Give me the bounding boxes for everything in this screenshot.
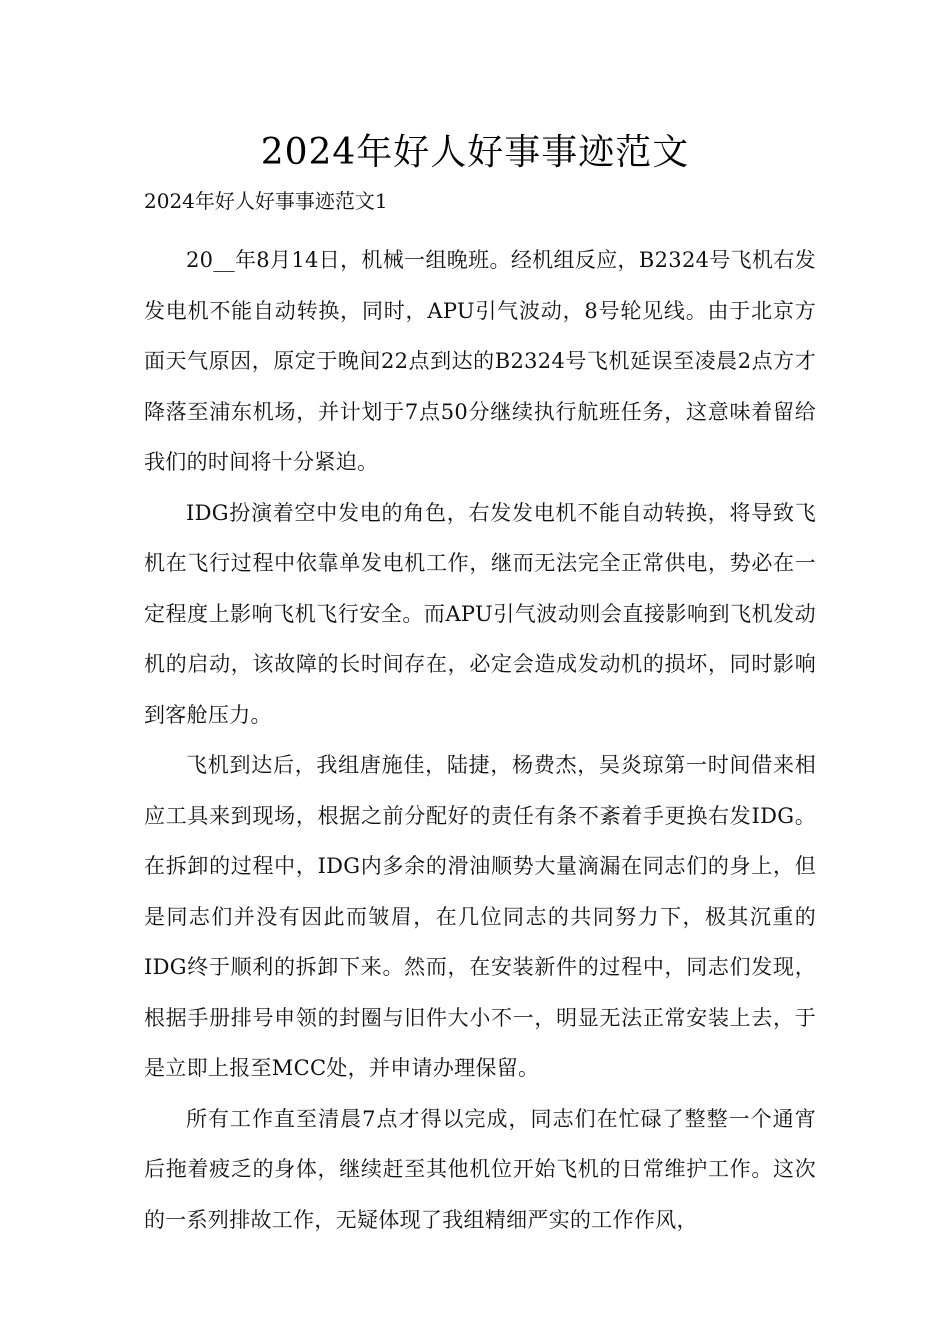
paragraph-2: IDG扮演着空中发电的角色，右发发电机不能自动转换，将导致飞机在飞行过程中依靠单发电机工作，继而无法完全正常供电，势必在一定程度上影响飞机飞行安全。而APU引气波动则会直接影响到飞机发动机的启动，该故障的长时间存在，必定会造成发动机的损坏，同时影响到客舱压力。 <box>144 500 816 727</box>
paragraph-4: 所有工作直至清晨7点才得以完成，同志们在忙碌了整整一个通宵后拖着疲乏的身体，继续赶至其他机位开始飞机的日常维护工作。这次的一系列排故工作，无疑体现了我组精细严实的工作作风， <box>144 1106 816 1232</box>
section-heading: 2024年好人好事事迹范文1 <box>144 189 388 213</box>
document-body <box>144 235 816 1245</box>
paragraph-3: 飞机到达后，我组唐施佳，陆捷，杨费杰，吴炎琼第一时间借来相应工具来到现场，根据之前分配好的责任有条不紊着手更换右发IDG。在拆卸的过程中，IDG内多余的滑油顺势大量滴漏在同志们的身上，但是同志们并没有因此而皱眉，在几位同志的共同努力下，极其沉重的IDG终于顺利的拆卸下来。然而，在安装新件的过程中，同志们发现，根据手册排号申领的封圈与旧件大小不一，明显无法正常安装上去，于是立即上报至MCC处，并申请办理保留。 <box>144 753 816 1080</box>
document-title: 2024年好人好事事迹范文 <box>260 132 690 173</box>
paragraph-1: 20__年8月14日，机械一组晚班。经机组反应，B2324号飞机右发发电机不能自动转换，同时，APU引气波动，8号轮见线。由于北京方面天气原因，原定于晚间22点到达的B2324号飞机延误至凌晨2点方才降落至浦东机场，并计划于7点50分继续执行航班任务，这意味着留给我们的时间将十分紧迫。 <box>144 248 816 474</box>
